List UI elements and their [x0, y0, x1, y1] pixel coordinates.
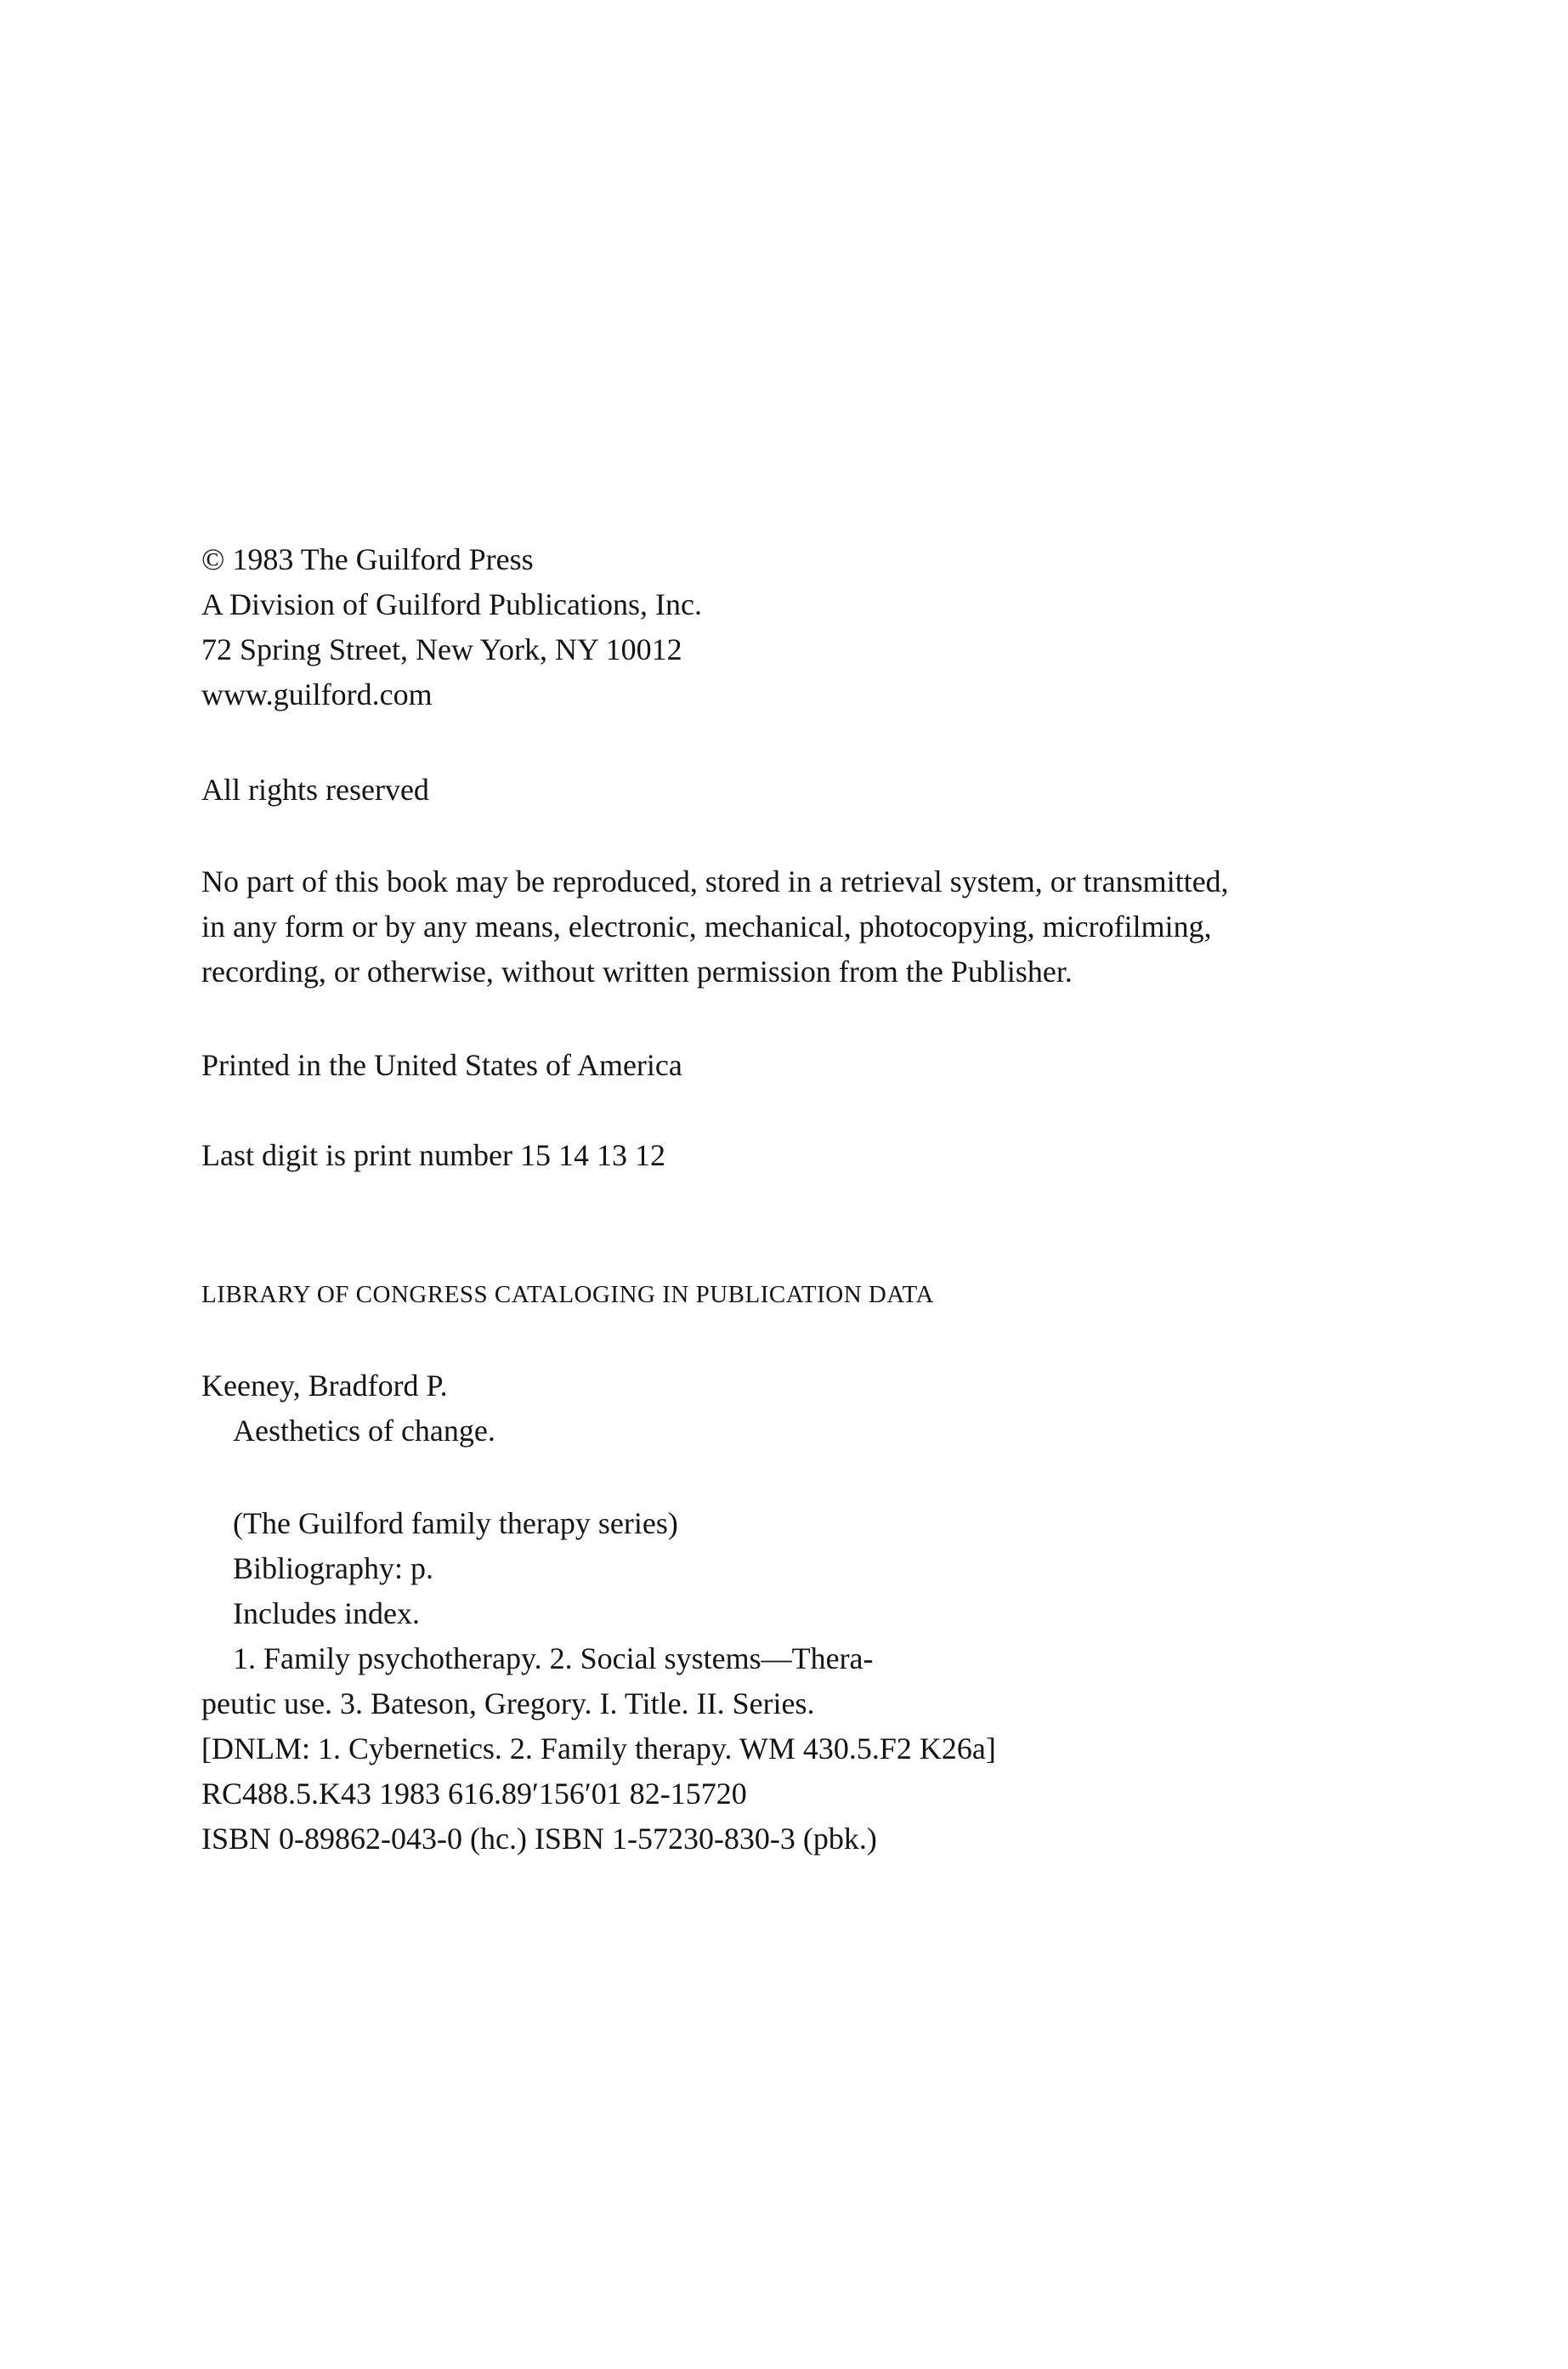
rights-reserved: All rights reserved — [201, 773, 429, 807]
print-number — [201, 1133, 1476, 1178]
cip-subjects-line-1: 1. Family psychotherapy. 2. Social systems—Thera- — [233, 1641, 874, 1675]
copyright-line: © 1983 The Guilford Press — [201, 542, 534, 576]
cip-notes — [201, 1501, 1476, 1862]
cip-series: (The Guilford family therapy series) — [233, 1506, 678, 1540]
cip-heading — [201, 1272, 1476, 1318]
cip-isbn: ISBN 0-89862-043-0 (hc.) ISBN 1-57230-830-3 (pbk.) — [201, 1822, 877, 1856]
notice-line-3: recording, or otherwise, without written permission from the Publisher. — [201, 955, 1073, 989]
publisher-division: A Division of Guilford Publications, Inc. — [201, 587, 702, 621]
notice-line-2: in any form or by any means, electronic, mechanical, photocopying, microfilming, — [201, 910, 1212, 944]
cip-subjects-line-2: peutic use. 3. Bateson, Gregory. I. Title. II. Series. — [201, 1686, 815, 1720]
rights-statement — [201, 768, 1476, 813]
cip-index: Includes index. — [233, 1596, 420, 1630]
cip-bibliography: Bibliography: p. — [233, 1551, 433, 1585]
print-number-line: Last digit is print number 15 14 13 12 — [201, 1138, 665, 1172]
cip-classification: RC488.5.K43 1983 616.89′156′01 82-15720 — [201, 1777, 747, 1811]
cip-dnlm: [DNLM: 1. Cybernetics. 2. Family therapy. WM 430.5.F2 K26a] — [201, 1731, 996, 1765]
publisher-website: www.guilford.com — [201, 677, 433, 711]
printed-in — [201, 1043, 1476, 1088]
cip-entry — [201, 1363, 1476, 1454]
publisher-info — [201, 537, 1476, 717]
printed-in-line: Printed in the United States of America — [201, 1048, 682, 1082]
cip-author: Keeney, Bradford P. — [201, 1369, 448, 1403]
publisher-address: 72 Spring Street, New York, NY 10012 — [201, 632, 682, 666]
reproduction-notice — [201, 859, 1476, 995]
notice-line-1: No part of this book may be reproduced, stored in a retrieval system, or transmitted, — [201, 864, 1229, 898]
cip-heading-text: LIBRARY OF CONGRESS CATALOGING IN PUBLICATION DATA — [201, 1281, 934, 1308]
cip-title: Aesthetics of change. — [233, 1414, 495, 1448]
